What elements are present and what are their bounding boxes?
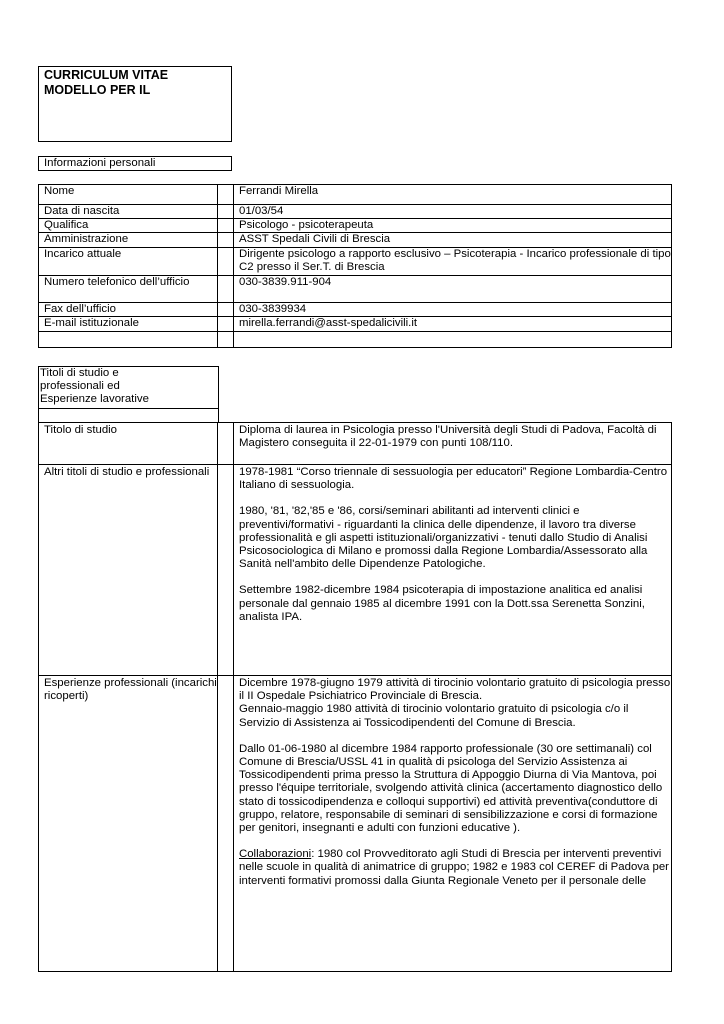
personal-info-table [38,184,672,348]
field-value-nome: Ferrandi Mirella [234,185,672,205]
field-value-fax: 030-3839934 [234,302,672,316]
table-row [39,275,672,302]
collaborazioni-text: : 1980 col Provveditorato agli Studi di Brescia per interventi preventivi nelle scuole in qualità di animatrice di gruppo; 1982 e 1983 col CEREF di Padova per interventi formativi promossi dalla Giunta Regionale Veneto per il personale delle [239,848,669,887]
cv-title-line1: CURRICULUM VITAE [44,68,169,82]
altri-titoli-value [234,465,672,676]
table-row [39,233,672,247]
field-label: Data di nascita [39,205,218,219]
field-label: E-mail istituzionale [39,316,218,331]
esperienze-value [234,676,672,972]
table-row [39,676,672,972]
education-experience-table [38,422,672,972]
field-value-data-nascita: 01/03/54 [234,205,672,219]
paragraph: Dicembre 1978-giugno 1979 attività di tirocinio volontario gratuito di psicologia presso il II Ospedale Psichiatrico Provinciale di Brescia. [239,677,671,703]
paragraph: 1980, '81, '82,'85 e '86, corsi/seminari abilitanti ad interventi clinici e preventivi/formativi - riguardanti la clinica delle dipendenze, il lavoro tra diverse professionalità e gli aspetti istituzionali/organizzativi - tenuti dallo Studio di Analisi Psicosociologica di Milano e promossi dalla Regione Lombardia/Assessorato alla Sanità nell'ambito delle Dipendenze Patologiche. [239,505,648,571]
titolo-studio-label: Titolo di studio [39,423,218,465]
table-row [39,465,672,676]
field-value-telefono: 030-3839.911-904 [234,275,672,302]
table-row [39,316,672,331]
table-row [39,247,672,275]
paragraph: Dallo 01-06-1980 al dicembre 1984 rapporto professionale (30 ore settimanali) col Comune di Brescia/USSL 41 in qualità di psicologa del Servizio Assistenza ai Tossicodipendenti prima presso la Struttura di Appoggio Diurna di Via Mantova, poi presso l'équipe territoriale, svolgendo attività clinica (accertamento diagnostico dello stato di tossicodipendenza e colloqui supportivi) ed attività preventiva(conduttore di gruppo, relatore, responsabile di seminari di sensibilizzazione e corsi di formazione per genitori, insegnanti e adulti con funzioni educative ). [239,742,663,835]
table-row [39,302,672,316]
titles-label-line1: Titoli di studio e [40,367,119,379]
titles-section-label [38,366,219,423]
field-label: Fax dell’ufficio [39,302,218,316]
field-label: Numero telefonico dell’ufficio [39,275,218,302]
field-label: Qualifica [39,219,218,233]
field-value-email: mirella.ferrandi@asst-spedalicivili.it [234,316,672,331]
altri-titoli-label: Altri titoli di studio e professionali [39,465,218,676]
titles-label-line2: professionali ed [40,380,120,393]
personal-section-label [38,156,232,171]
esperienze-label: Esperienze professionali (incarichi ricoperti) [39,676,218,972]
titolo-studio-value: Diploma di laurea in Psicologia presso l'Università degli Studi di Padova, Facoltà di Magistero conseguita il 22-01-1979 con punti 108/110. [234,423,672,465]
paragraph [239,848,671,888]
personal-section-label-text: Informazioni personali [44,157,156,169]
field-value-qualifica: Psicologo - psicoterapeuta [234,219,672,233]
paragraph: Gennaio-maggio 1980 attività di tirocinio volontario gratuito di psicologia c/o il Servizio di Assistenza ai Tossicodipendenti del Comune di Brescia. [239,703,629,729]
cv-header-box [38,66,232,142]
table-row [39,423,672,465]
collaborazioni-label: Collaborazioni [239,848,312,861]
table-row [39,205,672,219]
paragraph: 1978-1981 “Corso triennale di sessuologia per educatori” Regione Lombardia-Centro Italiano di sessuologia. [239,466,668,492]
cv-title-line2: MODELLO PER IL [44,83,151,97]
table-row [39,219,672,233]
field-value-incarico: Dirigente psicologo a rapporto esclusivo – Psicoterapia - Incarico professionale di tipo C2 presso il Ser.T. di Brescia [234,247,672,275]
field-label: Amministrazione [39,233,218,247]
field-value-amministrazione: ASST Spedali Civili di Brescia [234,233,672,247]
field-label: Nome [39,185,218,205]
field-label: Incarico attuale [39,247,218,275]
paragraph: Settembre 1982-dicembre 1984 psicoterapia di impostazione analitica ed analisi personale dal gennaio 1985 al dicembre 1991 con la Dott.ssa Serenetta Sonzini, analista IPA. [239,584,645,623]
titles-label-line3: Esperienze lavorative [40,393,149,406]
table-row [39,185,672,205]
table-row-empty [39,331,672,347]
